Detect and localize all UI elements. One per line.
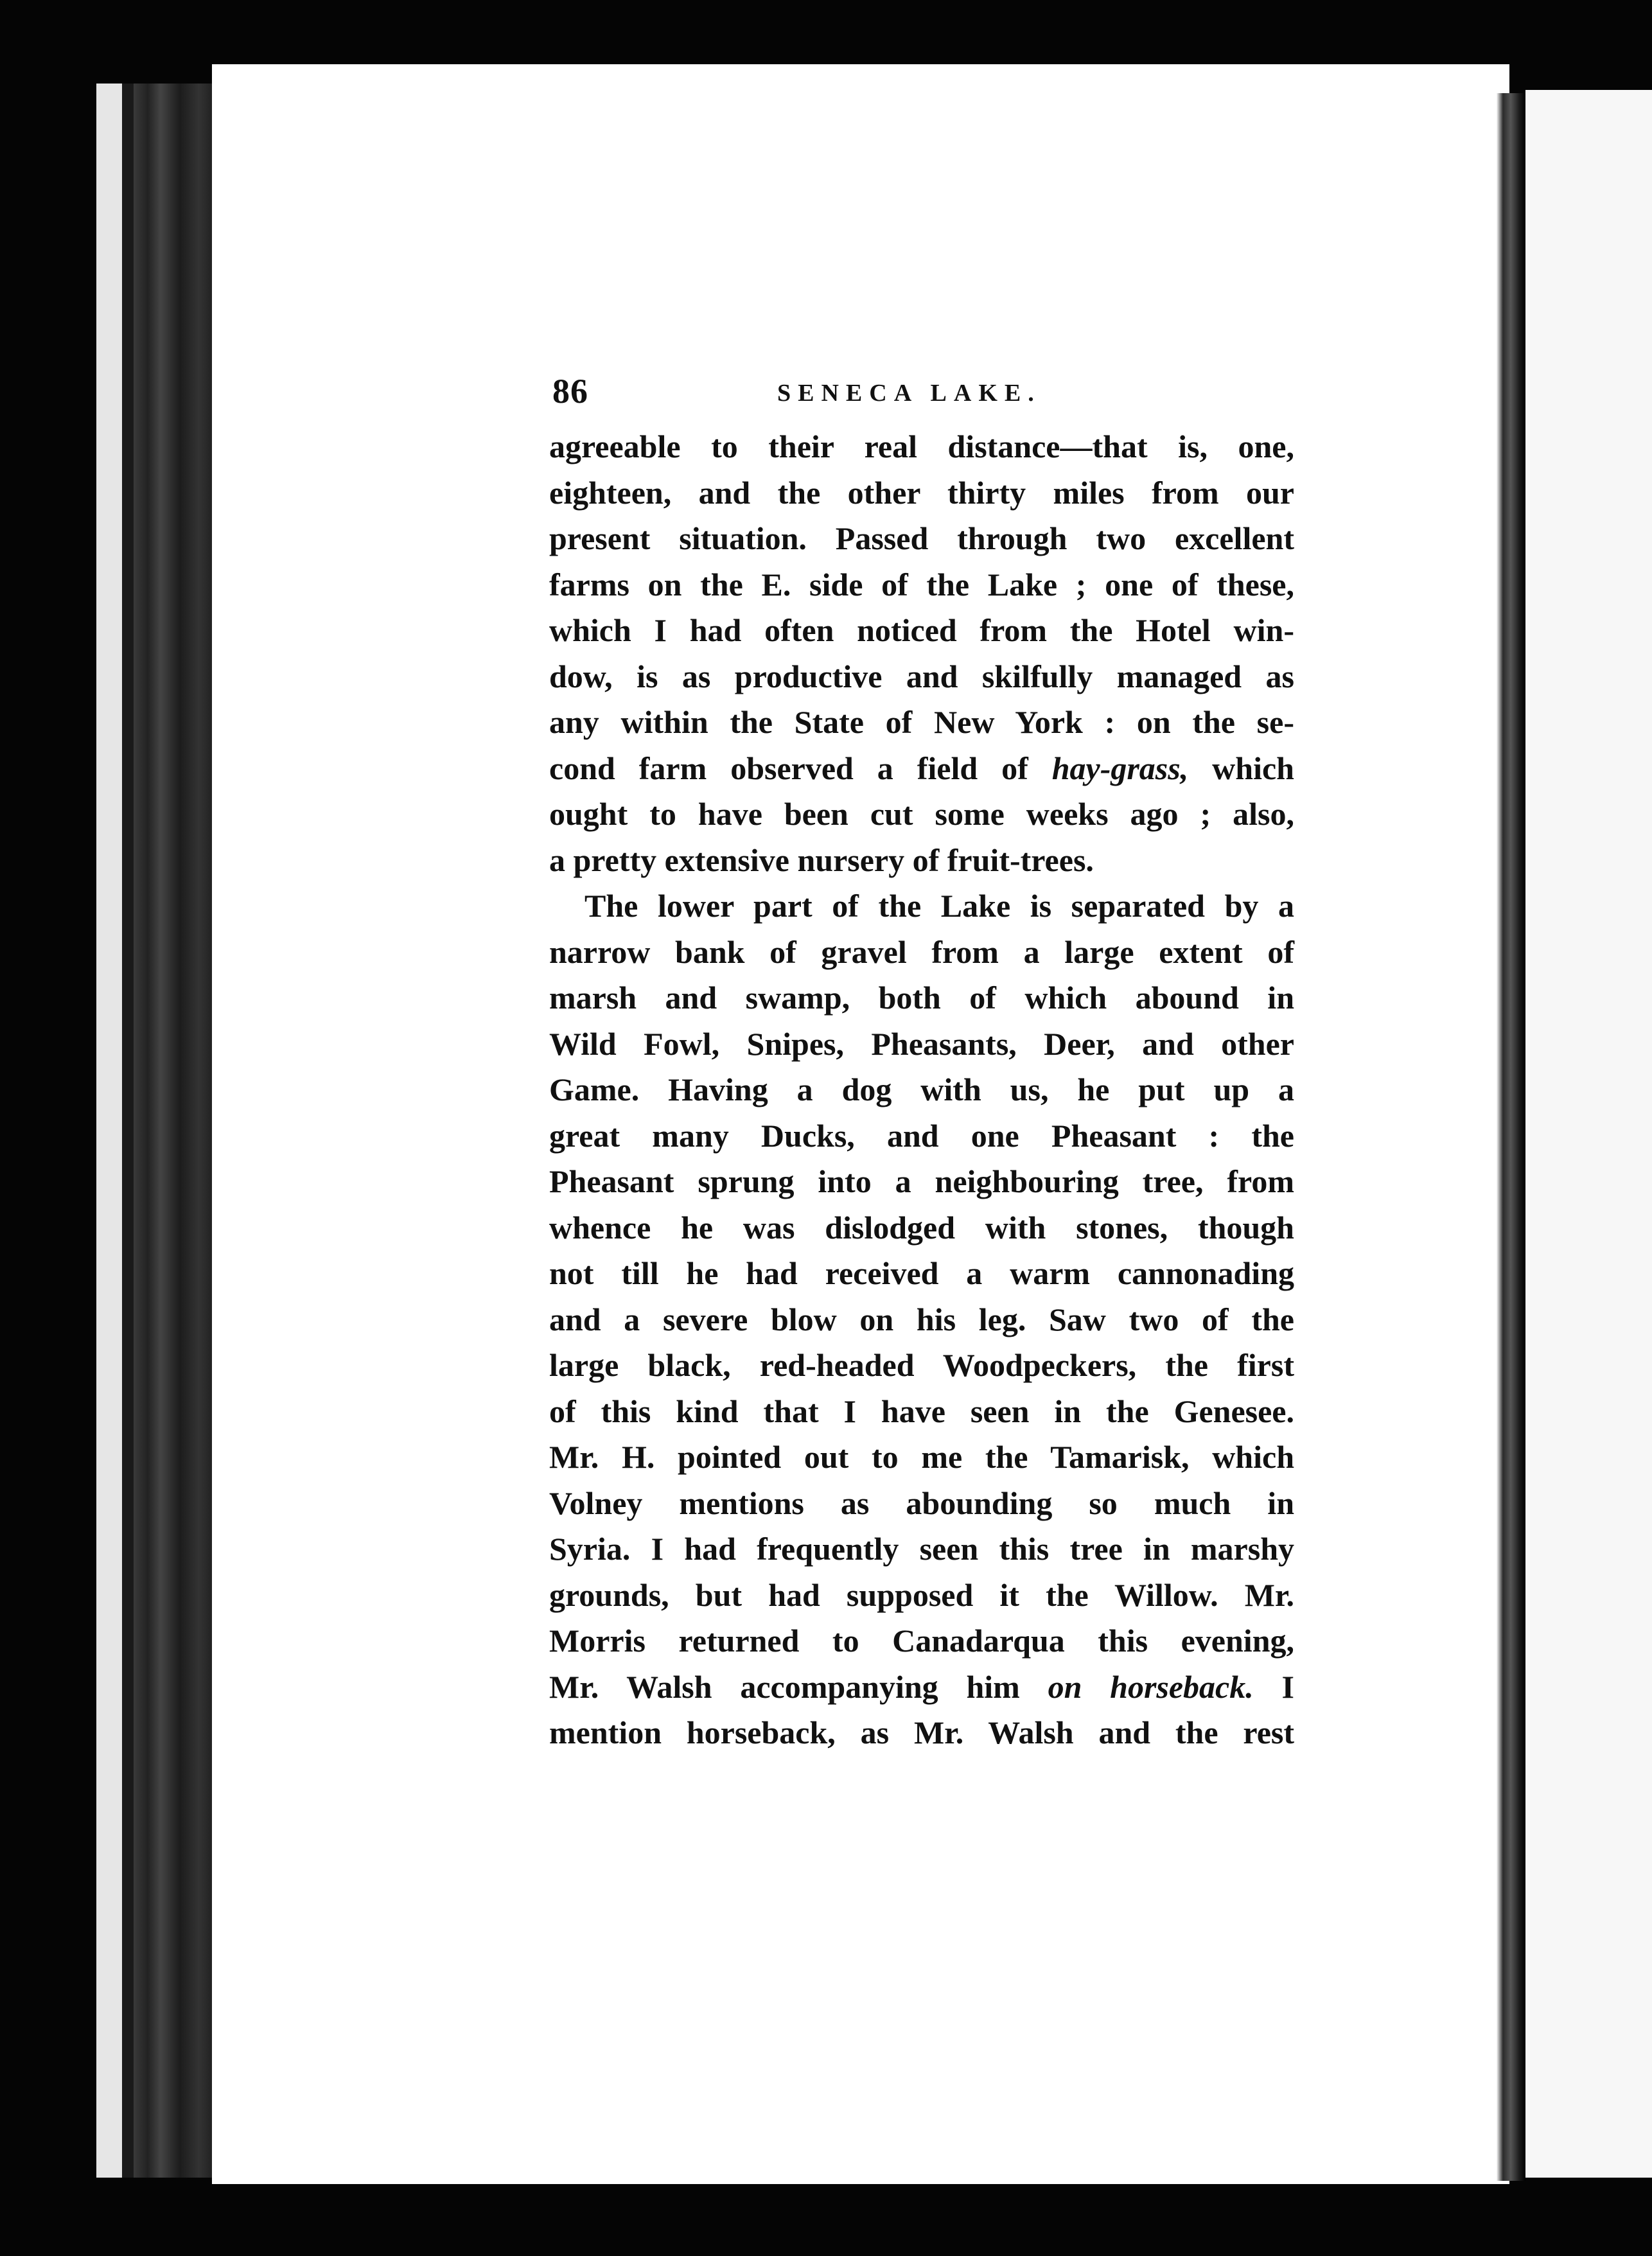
page-header: SENECA LAKE.	[777, 380, 1041, 407]
text-line: present situation. Passed through two excellent	[549, 520, 1294, 556]
text-line: not till he had received a warm cannonading	[549, 1255, 1294, 1291]
book-spine-right	[1497, 93, 1525, 2181]
text-line: great many Ducks, and one Pheasant : the	[549, 1117, 1294, 1154]
running-head	[549, 366, 1294, 424]
paragraph-2	[549, 883, 1294, 1756]
text-line: ought to have been cut some weeks ago ; also,	[549, 796, 1294, 832]
text-line: mention horseback, as Mr. Walsh and the rest	[549, 1714, 1294, 1750]
text-line: large black, red-headed Woodpeckers, the first	[549, 1347, 1294, 1383]
text-line: farms on the E. side of the Lake ; one of these,	[549, 566, 1294, 603]
text-line	[549, 1664, 1294, 1711]
text-line: grounds, but had supposed it the Willow. Mr.	[549, 1576, 1294, 1613]
text-line	[549, 746, 1294, 792]
text-line: and a severe blow on his leg. Saw two of the	[549, 1301, 1294, 1337]
text-line: Volney mentions as abounding so much in	[549, 1485, 1294, 1521]
text-line: agreeable to their real distance—that is, one,	[549, 428, 1294, 464]
text-line: which I had often noticed from the Hotel win-	[549, 612, 1294, 648]
facing-page	[1525, 90, 1652, 2178]
text-line: Morris returned to Canadarqua this evening,	[549, 1623, 1294, 1659]
italic-term: on horseback.	[1048, 1668, 1254, 1705]
text-segment: which	[1188, 750, 1294, 786]
text-line: marsh and swamp, both of which abound in	[549, 980, 1294, 1016]
text-line: dow, is as productive and skilfully managed as	[549, 658, 1294, 694]
text-segment: Mr. Walsh accompanying him	[549, 1668, 1048, 1705]
text-line: Syria. I had frequently seen this tree in marshy	[549, 1531, 1294, 1567]
text-line: Game. Having a dog with us, he put up a	[549, 1071, 1294, 1107]
text-line: Pheasant sprung into a neighbouring tree, from	[549, 1163, 1294, 1199]
text-line: The lower part of the Lake is separated by a	[584, 888, 1294, 924]
text-line: Mr. H. pointed out to me the Tamarisk, which	[549, 1439, 1294, 1475]
page-text-block	[549, 366, 1294, 1756]
paragraph-1	[549, 424, 1294, 883]
text-line: any within the State of New York : on the se-	[549, 704, 1294, 740]
italic-term: hay-grass,	[1051, 750, 1189, 786]
text-line: of this kind that I have seen in the Genesee.	[549, 1393, 1294, 1429]
text-segment: cond farm observed a field of	[549, 750, 1052, 786]
text-line: Wild Fowl, Snipes, Pheasants, Deer, and other	[549, 1025, 1294, 1062]
text-line: whence he was dislodged with stones, though	[549, 1209, 1294, 1246]
text-line: a pretty extensive nursery of fruit-trees.	[549, 842, 1094, 878]
text-segment: I	[1253, 1668, 1294, 1705]
text-line: eighteen, and the other thirty miles from our	[549, 474, 1294, 511]
page-number: 86	[552, 372, 588, 410]
text-line: narrow bank of gravel from a large extent of	[549, 933, 1294, 970]
